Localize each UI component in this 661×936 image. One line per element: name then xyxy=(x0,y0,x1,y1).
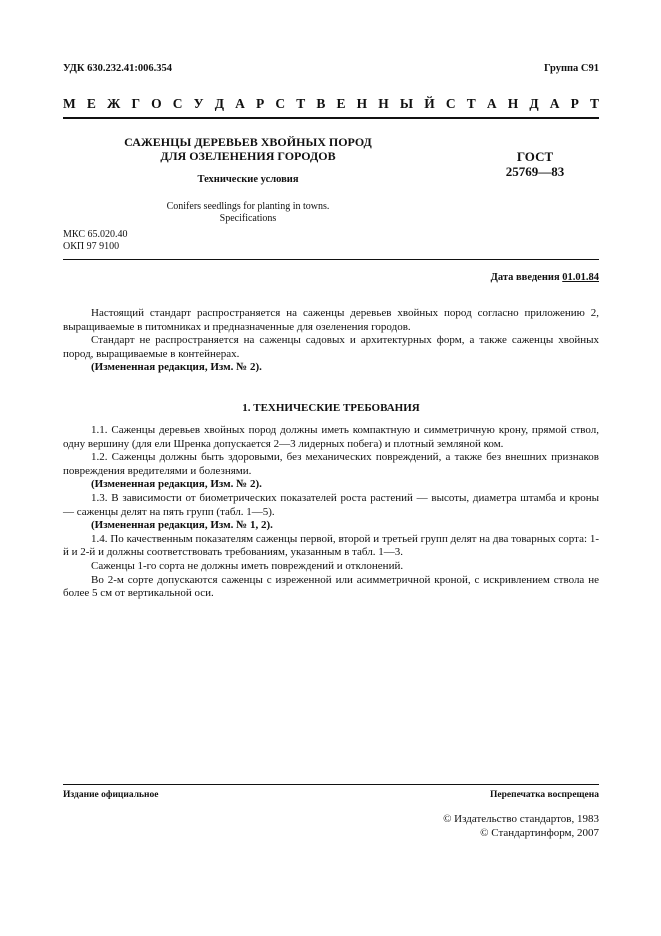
gost-designation xyxy=(470,149,600,179)
classification-codes xyxy=(63,229,127,252)
amendment-note: (Измененная редакция, Изм. № 2). xyxy=(91,478,262,491)
section-title: 1. ТЕХНИЧЕСКИЕ ТРЕБОВАНИЯ xyxy=(242,402,420,414)
clause-paragraph: 1.2. Саженцы должны быть здоровыми, без механических повреждений, а также без внешних признаков повреждения вредителями и болезнями. xyxy=(63,451,599,477)
intro-paragraph: Настоящий стандарт распространяется на саженцы деревьев хвойных пород согласно приложению 2, выращиваемые в питомниках и предназначенные для озеленения городов. xyxy=(63,307,599,333)
group-code: Группа С91 xyxy=(543,63,599,74)
copyright-block xyxy=(443,813,599,840)
intro-paragraph: Стандарт не распространяется на саженцы садовых и архитектурных форм, а также саженцы хвойных пород, выращиваемые в контейнерах. xyxy=(63,334,599,360)
date-label: Дата введения xyxy=(490,272,563,283)
title-line-1: САЖЕНЦЫ ДЕРЕВЬЕВ ХВОЙНЫХ ПОРОД xyxy=(124,135,372,149)
clause-paragraph: Саженцы 1-го сорта не должны иметь повреждений и отклонений. xyxy=(91,559,404,572)
copyright-line-1: © Издательство стандартов, 1983 xyxy=(443,813,599,825)
intro-text xyxy=(63,307,599,375)
gost-number: 25769—83 xyxy=(505,164,565,179)
header-rule xyxy=(63,259,599,260)
top-line xyxy=(63,63,599,74)
clause-paragraph: Во 2-м сорте допускаются саженцы с изреженной или асимметричной кроной, с искривлением ствола не более 5 см от вертикальной оси. xyxy=(63,573,599,600)
copyright-line-2: © Стандартинформ, 2007 xyxy=(480,826,599,839)
footer xyxy=(63,790,599,800)
official-edition: Издание официальное xyxy=(63,790,159,800)
amendment-note: (Измененная редакция, Изм. № 2). xyxy=(91,361,262,374)
mks-code: МКС 65.020.40 xyxy=(63,229,128,240)
english-title-line-2: Specifications xyxy=(219,213,277,224)
footer-rule xyxy=(63,784,599,785)
date-value: 01.01.84 xyxy=(562,272,599,283)
reprint-prohibited: Перепечатка воспрещена xyxy=(489,790,599,800)
clause-paragraph: 1.4. По качественным показателям саженцы первой, второй и третьей групп делят на два товарных сорта: 1-й и 2-й и должны соответствовать требованиям, указанным в табл. 1—3. xyxy=(63,532,599,559)
title-line-2: ДЛЯ ОЗЕЛЕНЕНИЯ ГОРОДОВ xyxy=(160,149,336,163)
section-text xyxy=(63,424,599,601)
title-subtitle: Технические условия xyxy=(197,174,299,185)
clause-paragraph: 1.1. Саженцы деревьев хвойных пород должны иметь компактную и симметричную крону, прямой ствол, одну вершину (для ели Шренка допускается 2—3 лидерных побега) и плотный земляной ком. xyxy=(63,424,599,450)
udk-code: УДК 630.232.41:006.354 xyxy=(63,63,172,74)
clause-paragraph: 1.3. В зависимости от биометрических показателей роста растений — высоты, диаметра штамба и кроны — саженцы делят на пять групп (табл. 1—5). xyxy=(63,491,599,518)
okp-code: ОКП 97 9100 xyxy=(63,240,120,252)
title-block xyxy=(63,135,433,225)
gost-label: ГОСТ xyxy=(516,149,554,164)
introduction-date xyxy=(491,272,599,283)
banner-rule xyxy=(63,117,599,119)
english-title-line-1: Conifers seedlings for planting in towns. xyxy=(166,201,330,212)
amendment-note: (Измененная редакция, Изм. № 1, 2). xyxy=(91,519,273,532)
standard-banner: М Е Ж Г О С У Д А Р С Т В Е Н Н Ы Й С Т А Н Д А Р Т xyxy=(63,96,599,111)
english-title xyxy=(63,201,433,225)
